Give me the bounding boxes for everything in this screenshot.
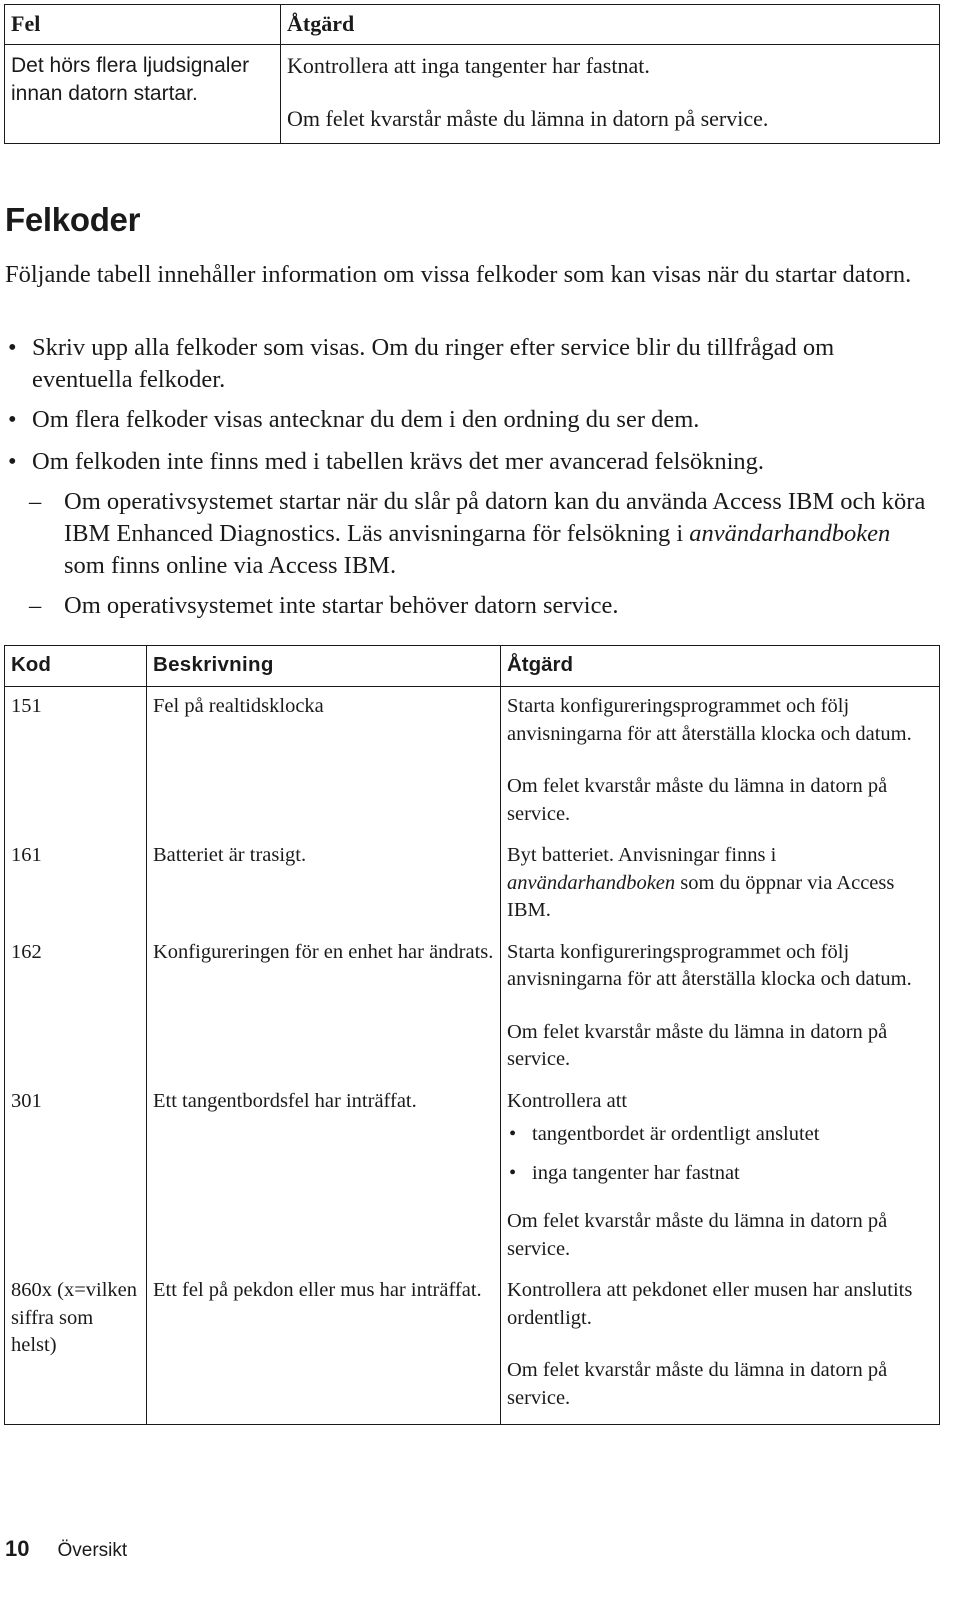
action-cell xyxy=(501,933,940,1082)
description-cell: Batteriet är trasigt. xyxy=(147,836,501,933)
dash-mark: – xyxy=(29,488,42,515)
action-text: Kontrollera att pekdonet eller musen har anslutits ordentligt. xyxy=(507,1279,913,1329)
bullet-list xyxy=(5,446,935,478)
bullet-mark: • xyxy=(509,1123,517,1145)
page-number: 10 xyxy=(5,1536,30,1561)
page-footer xyxy=(5,1536,127,1562)
error-code-table xyxy=(4,645,940,1425)
error-action xyxy=(281,45,940,144)
action-text xyxy=(507,842,933,925)
list-item xyxy=(5,590,935,622)
check-list xyxy=(507,1121,933,1187)
action-text: Om felet kvarstår måste du lämna in datorn på service. xyxy=(287,106,769,131)
description-cell: Ett tangentbordsfel har inträffat. xyxy=(147,1082,501,1272)
description-cell: Fel på realtidsklocka xyxy=(147,687,501,837)
table-row xyxy=(5,933,940,1082)
table-row xyxy=(5,1082,940,1272)
followup-text: Om felet kvarstår måste du lämna in datorn på service. xyxy=(507,1210,888,1260)
action-text: Starta konfigureringsprogrammet och följ anvisningarna för att återställa klocka och datum. xyxy=(507,940,912,990)
header-action: Åtgärd xyxy=(501,646,940,687)
error-table xyxy=(4,4,940,144)
table-row xyxy=(5,1271,940,1425)
action-cell xyxy=(501,836,940,933)
list-item xyxy=(507,1160,933,1188)
code-cell: 151 xyxy=(5,687,147,837)
action-text: Starta konfigureringsprogrammet och följ anvisningarna för att återställa klocka och datum. xyxy=(507,695,912,745)
dash-mark: – xyxy=(29,592,42,619)
sub-list xyxy=(5,590,935,622)
description-cell: Ett fel på pekdon eller mus har inträffat. xyxy=(147,1271,501,1425)
bullet-mark: • xyxy=(8,334,17,361)
list-item-text: Om operativsystemet startar när du slår på datorn kan du använda Access IBM och köra IBM Enhanced Diagnostics. Läs anvisningarna för felsökning i xyxy=(64,488,926,547)
action-text-part: Byt batteriet. Anvisningar finns i xyxy=(507,844,777,866)
list-item-text: som finns online via Access IBM. xyxy=(64,552,397,579)
bullet-list xyxy=(5,404,935,436)
list-item xyxy=(5,332,935,396)
sub-list xyxy=(5,486,935,582)
code-cell: 162 xyxy=(5,933,147,1082)
description-cell: Konfigureringen för en enhet har ändrats. xyxy=(147,933,501,1082)
list-item-text: Om felkoden inte finns med i tabellen krävs det mer avancerad felsökning. xyxy=(32,448,765,475)
header-description: Beskrivning xyxy=(147,646,501,687)
list-item-text: inga tangenter har fastnat xyxy=(532,1161,740,1184)
header-code: Kod xyxy=(5,646,147,687)
header-action: Åtgärd xyxy=(281,5,940,45)
action-text: Kontrollera att inga tangenter har fastnat. xyxy=(287,53,650,78)
list-item xyxy=(5,446,935,478)
code-cell: 301 xyxy=(5,1082,147,1272)
followup-text: Om felet kvarstår måste du lämna in datorn på service. xyxy=(507,1359,888,1409)
action-text: Kontrollera att xyxy=(507,1089,628,1112)
action-cell xyxy=(501,1082,940,1272)
list-item-text: Om operativsystemet inte startar behöver datorn service. xyxy=(64,592,619,619)
table-row xyxy=(5,45,940,144)
section-intro: Följande tabell innehåller information om vissa felkoder som kan visas när du startar datorn. xyxy=(5,261,912,288)
bullet-mark: • xyxy=(8,448,17,475)
code-cell: 161 xyxy=(5,836,147,933)
error-description: Det hörs flera ljudsignaler innan datorn startar. xyxy=(5,45,281,144)
action-text-part: som du öppnar via Access IBM. xyxy=(507,871,895,921)
table-row xyxy=(5,836,940,933)
list-item-text: Skriv upp alla felkoder som visas. Om du ringer efter service blir du tillfrågad om eventuella felkoder. xyxy=(32,334,835,393)
bullet-mark: • xyxy=(8,406,17,433)
section-name: Översikt xyxy=(57,1540,128,1561)
action-cell xyxy=(501,687,940,837)
table-row xyxy=(5,687,940,837)
emphasis-text: användarhandboken xyxy=(689,520,891,547)
header-error: Fel xyxy=(5,5,281,45)
followup-text: Om felet kvarstår måste du lämna in datorn på service. xyxy=(507,1020,888,1070)
bullet-mark: • xyxy=(509,1161,517,1184)
bullet-list xyxy=(5,332,935,396)
followup-text: Om felet kvarstår måste du lämna in datorn på service. xyxy=(507,775,888,825)
list-item-text: Om flera felkoder visas antecknar du dem i den ordning du ser dem. xyxy=(32,406,700,433)
section-title: Felkoder xyxy=(5,201,141,238)
list-item xyxy=(507,1121,933,1149)
code-cell: 860x (x=vilken siffra som helst) xyxy=(5,1271,147,1425)
code-table-header xyxy=(5,646,940,687)
list-item-text: tangentbordet är ordentligt anslutet xyxy=(532,1123,820,1145)
list-item xyxy=(5,404,935,436)
emphasis-text: användarhandboken xyxy=(507,871,676,894)
action-cell xyxy=(501,1271,940,1425)
error-table-header xyxy=(5,5,940,45)
list-item xyxy=(5,486,935,582)
